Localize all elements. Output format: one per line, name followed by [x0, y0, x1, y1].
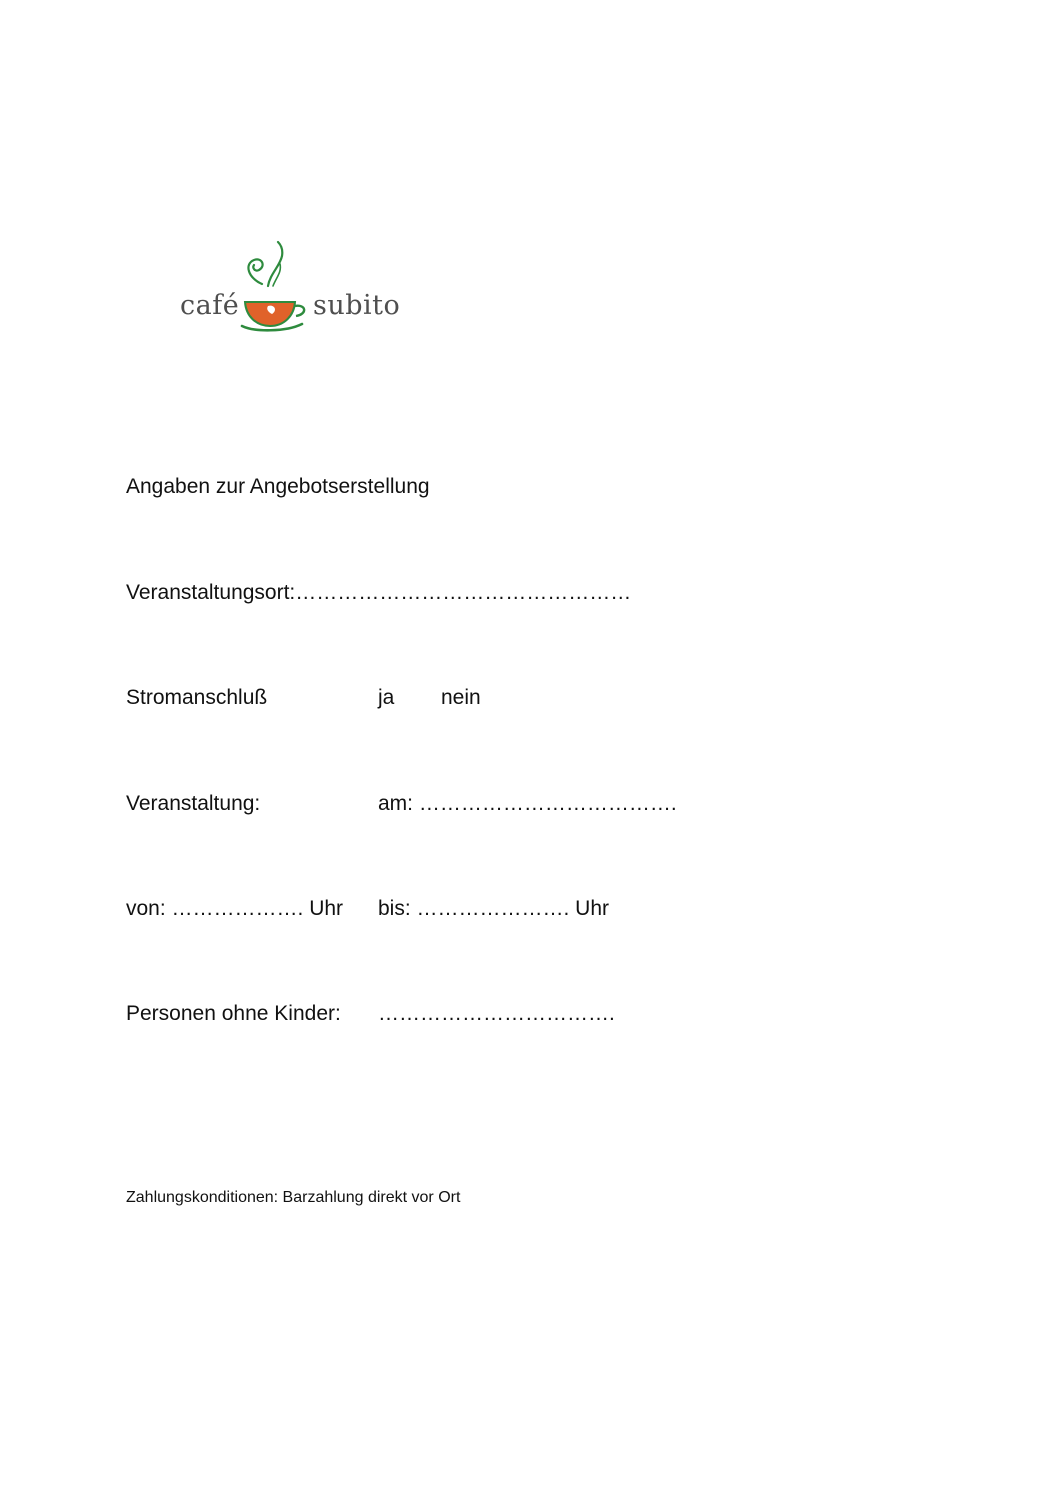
cafe-subito-logo [178, 240, 408, 336]
power-option-yes: ja [378, 686, 395, 709]
event-label: Veranstaltung: [126, 792, 261, 815]
logo-word-subito: subito [313, 290, 401, 321]
venue-field: Veranstaltungsort:………………………………………… [126, 581, 632, 604]
power-option-no: nein [441, 686, 481, 709]
payment-terms: Zahlungskonditionen: Barzahlung direkt vor Ort [126, 1189, 461, 1206]
logo-word-cafe: café [180, 290, 240, 321]
persons-field: ……………………………. [378, 1002, 615, 1025]
time-from-field: von: ………………. Uhr [126, 897, 344, 920]
form-heading: Angaben zur Angebotserstellung [126, 475, 430, 498]
event-date-field: am: ………………………………. [378, 792, 677, 815]
coffee-cup-icon [240, 240, 310, 332]
power-label: Stromanschluß [126, 686, 268, 709]
time-to-field: bis: …………………. Uhr [378, 897, 610, 920]
persons-label: Personen ohne Kinder: [126, 1002, 341, 1025]
